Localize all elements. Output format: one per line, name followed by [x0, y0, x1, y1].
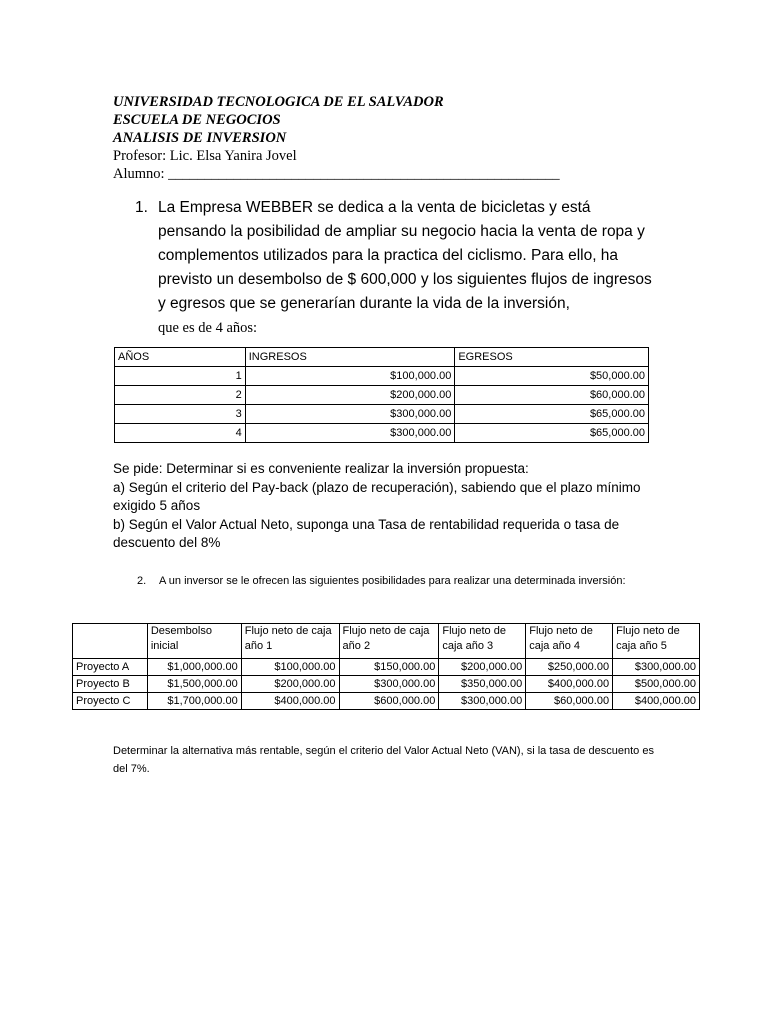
ingresos-cell: $100,000.00 — [245, 367, 455, 386]
value-cell: $400,000.00 — [526, 676, 613, 693]
header-cell: Desembolso inicial — [147, 624, 241, 659]
header-cell: Flujo neto de caja año 1 — [241, 624, 339, 659]
year-cell: 2 — [115, 386, 246, 405]
table-row — [73, 659, 700, 676]
value-cell: $100,000.00 — [241, 659, 339, 676]
egresos-cell: $65,000.00 — [455, 424, 649, 443]
projects-table — [72, 623, 700, 710]
value-cell: $300,000.00 — [439, 693, 526, 710]
value-cell: $200,000.00 — [241, 676, 339, 693]
value-cell: $60,000.00 — [526, 693, 613, 710]
value-cell: $300,000.00 — [339, 676, 439, 693]
value-cell: $250,000.00 — [526, 659, 613, 676]
ingresos-cell: $300,000.00 — [245, 424, 455, 443]
table-header-row — [115, 348, 649, 367]
course-name: ANALISIS DE INVERSION — [113, 130, 287, 146]
requirement-a: a) Según el criterio del Pay-back (plazo de recuperación), sabiendo que el plazo mínimo exigido 5 años — [113, 479, 641, 513]
year-cell: 4 — [115, 424, 246, 443]
project-name-cell: Proyecto B — [73, 676, 148, 693]
value-cell: $600,000.00 — [339, 693, 439, 710]
value-cell: $150,000.00 — [339, 659, 439, 676]
ingresos-cell: $200,000.00 — [245, 386, 455, 405]
student-line: Alumno: ______________________________________________________ — [113, 166, 560, 182]
question-2-number: 2. — [137, 575, 147, 587]
question-2-instruction: Determinar la alternativa más rentable, según el criterio del Valor Actual Neto (VAN), si la tasa de descuento es del 7%. — [113, 745, 654, 775]
value-cell: $200,000.00 — [439, 659, 526, 676]
university-name: UNIVERSIDAD TECNOLOGICA DE EL SALVADOR — [113, 94, 444, 110]
requirement-intro: Se pide: Determinar si es conveniente realizar la inversión propuesta: — [113, 461, 529, 476]
table-row — [115, 424, 649, 443]
value-cell: $1,500,000.00 — [147, 676, 241, 693]
table-row — [73, 676, 700, 693]
header-cell: AÑOS — [115, 348, 246, 367]
table-row — [115, 386, 649, 405]
cashflow-table — [114, 347, 649, 443]
header-cell: Flujo neto de caja año 4 — [526, 624, 613, 659]
professor-line: Profesor: Lic. Elsa Yanira Jovel — [113, 148, 297, 164]
question-1-requirements — [113, 460, 653, 553]
value-cell: $350,000.00 — [439, 676, 526, 693]
header-cell: Flujo neto de caja año 2 — [339, 624, 439, 659]
header-cell — [73, 624, 148, 659]
document-header — [113, 93, 560, 183]
school-name: ESCUELA DE NEGOCIOS — [113, 112, 281, 128]
question-1-number: 1. — [135, 199, 148, 216]
value-cell: $1,000,000.00 — [147, 659, 241, 676]
header-cell: INGRESOS — [245, 348, 455, 367]
egresos-cell: $60,000.00 — [455, 386, 649, 405]
ingresos-cell: $300,000.00 — [245, 405, 455, 424]
value-cell: $500,000.00 — [613, 676, 700, 693]
value-cell: $400,000.00 — [241, 693, 339, 710]
table-header-row — [73, 624, 700, 659]
table-row — [73, 693, 700, 710]
question-1-text: La Empresa WEBBER se dedica a la venta de bicicletas y está pensando la posibilidad de ampliar su negocio hacia la venta de ropa y complementos utilizados para la practica del ciclismo. Para ello, ha previsto un desembolso de $ 600,000 y los siguientes flujos de ingresos y egresos que se generarían durante la vida de la inversión, — [158, 199, 652, 312]
year-cell: 3 — [115, 405, 246, 424]
question-2 — [137, 575, 626, 587]
question-1-tail: que es de 4 años: — [158, 320, 258, 336]
requirement-b: b) Según el Valor Actual Neto, suponga una Tasa de rentabilidad requerida o tasa de descuento del 8% — [113, 516, 620, 550]
question-2-text: A un inversor se le ofrecen las siguientes posibilidades para realizar una determinada inversión: — [159, 575, 626, 587]
header-cell: Flujo neto de caja año 5 — [613, 624, 700, 659]
value-cell: $400,000.00 — [613, 693, 700, 710]
project-name-cell: Proyecto A — [73, 659, 148, 676]
table-row — [115, 367, 649, 386]
header-cell: EGRESOS — [455, 348, 649, 367]
project-name-cell: Proyecto C — [73, 693, 148, 710]
egresos-cell: $65,000.00 — [455, 405, 649, 424]
value-cell: $300,000.00 — [613, 659, 700, 676]
value-cell: $1,700,000.00 — [147, 693, 241, 710]
year-cell: 1 — [115, 367, 246, 386]
egresos-cell: $50,000.00 — [455, 367, 649, 386]
header-cell: Flujo neto de caja año 3 — [439, 624, 526, 659]
table-row — [115, 405, 649, 424]
